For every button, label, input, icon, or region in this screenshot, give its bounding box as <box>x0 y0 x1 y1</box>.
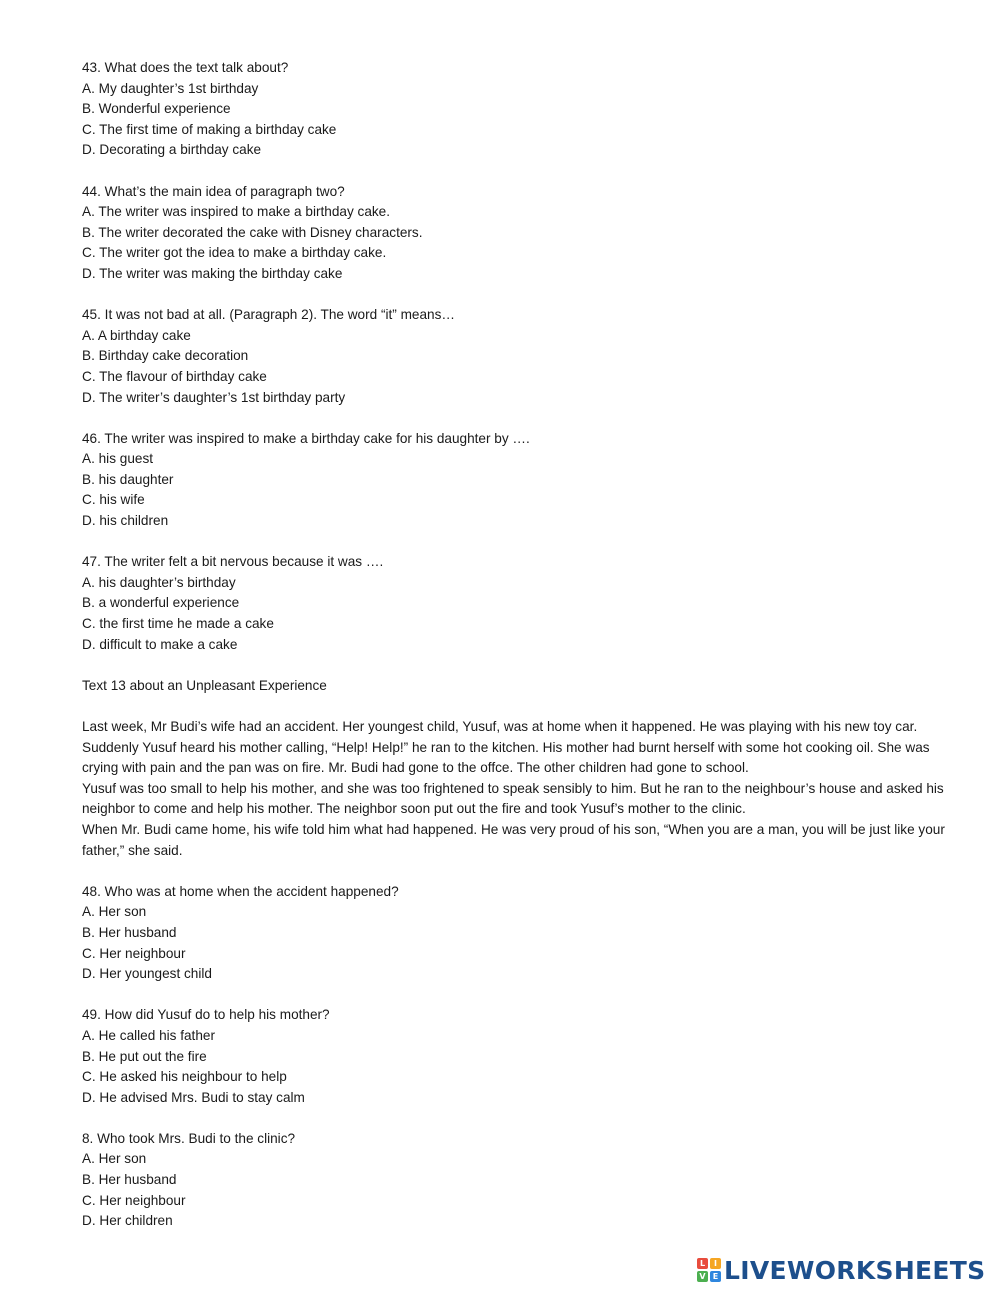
answer-option[interactable]: B. Her husband <box>82 924 177 940</box>
answer-option[interactable]: B. his daughter <box>82 471 174 487</box>
answer-option[interactable]: C. He asked his neighbour to help <box>82 1069 287 1085</box>
answer-option[interactable]: A. The writer was inspired to make a birthday cake. <box>82 204 391 220</box>
question-block-48 <box>82 882 952 985</box>
liveworksheets-logo <box>697 1255 985 1285</box>
passage-paragraph: Yusuf was too small to help his mother, and she was too frightened to speak sensibly to him. But he ran to the neighbour’s house and asked his neighbor to come and help his mother. The neighbor soon put out the fire and took Yusuf’s mother to the clinic. <box>82 780 944 817</box>
question-block-45 <box>82 305 952 408</box>
question-block-49 <box>82 1005 952 1108</box>
answer-option[interactable]: C. Her neighbour <box>82 1192 186 1208</box>
logo-icon <box>697 1258 721 1282</box>
answer-option[interactable]: A. his guest <box>82 451 154 467</box>
logo-block: V <box>697 1271 708 1282</box>
answer-option[interactable]: A. A birthday cake <box>82 327 191 343</box>
answer-option[interactable]: A. My daughter’s 1st birthday <box>82 80 259 96</box>
answer-option[interactable]: C. the first time he made a cake <box>82 616 274 632</box>
question-block-44 <box>82 182 952 285</box>
answer-option[interactable]: D. He advised Mrs. Budi to stay calm <box>82 1089 305 1105</box>
text-heading: Text 13 about an Unpleasant Experience <box>82 677 327 693</box>
answer-option[interactable]: D. The writer was making the birthday cake <box>82 265 343 281</box>
question-text: 8. Who took Mrs. Budi to the clinic? <box>82 1130 296 1146</box>
answer-option[interactable]: D. his children <box>82 513 169 529</box>
answer-option[interactable]: C. The flavour of birthday cake <box>82 368 267 384</box>
answer-option[interactable]: D. Decorating a birthday cake <box>82 142 262 158</box>
answer-option[interactable]: C. his wife <box>82 492 145 508</box>
answer-option[interactable]: A. He called his father <box>82 1027 215 1043</box>
answer-option[interactable]: B. Her husband <box>82 1172 177 1188</box>
question-text: 49. How did Yusuf do to help his mother? <box>82 1007 330 1023</box>
question-block-46 <box>82 429 952 532</box>
answer-option[interactable]: D. Her children <box>82 1213 173 1229</box>
question-text: 48. Who was at home when the accident happened? <box>82 883 399 899</box>
answer-option[interactable]: C. Her neighbour <box>82 945 186 961</box>
answer-option[interactable]: B. Birthday cake decoration <box>82 348 249 364</box>
passage-paragraph: When Mr. Budi came home, his wife told him what had happened. He was very proud of his son, “When you are a man, you will be just like your father,” she said. <box>82 821 945 858</box>
answer-option[interactable]: B. The writer decorated the cake with Disney characters. <box>82 224 423 240</box>
question-block-8 <box>82 1129 952 1232</box>
passage-paragraph: Last week, Mr Budi’s wife had an accident. Her youngest child, Yusuf, was at home when it happened. He was playing with his new toy car. Suddenly Yusuf heard his mother calling, “Help! Help!” he ran to the kitchen. His mother had burnt herself with some hot cooking oil. She was crying with pain and the pan was on fire. Mr. Budi had gone to the offce. The other children had gone to school. <box>82 719 930 776</box>
logo-block: L <box>697 1258 708 1269</box>
question-text: 44. What’s the main idea of paragraph two? <box>82 183 345 199</box>
answer-option[interactable]: C. The first time of making a birthday cake <box>82 121 337 137</box>
answer-option[interactable]: B. Wonderful experience <box>82 101 231 117</box>
answer-option[interactable]: D. difficult to make a cake <box>82 636 238 652</box>
question-text: 47. The writer felt a bit nervous because it was …. <box>82 554 384 570</box>
question-text: 46. The writer was inspired to make a birthday cake for his daughter by …. <box>82 430 530 446</box>
answer-option[interactable]: A. his daughter’s birthday <box>82 574 236 590</box>
answer-option[interactable]: A. Her son <box>82 1151 147 1167</box>
logo-block: I <box>710 1258 721 1269</box>
question-block-47 <box>82 552 952 655</box>
answer-option[interactable]: D. The writer’s daughter’s 1st birthday party <box>82 389 346 405</box>
question-text: 45. It was not bad at all. (Paragraph 2). The word “it” means… <box>82 307 455 323</box>
answer-option[interactable]: B. He put out the fire <box>82 1048 207 1064</box>
answer-option[interactable]: B. a wonderful experience <box>82 595 240 611</box>
question-block-43 <box>82 58 952 161</box>
answer-option[interactable]: D. Her youngest child <box>82 966 212 982</box>
question-text: 43. What does the text talk about? <box>82 60 289 75</box>
logo-block: E <box>710 1271 721 1282</box>
logo-text: LIVEWORKSHEETS <box>724 1255 986 1285</box>
reading-passage <box>82 717 952 861</box>
answer-option[interactable]: A. Her son <box>82 904 147 920</box>
worksheet-page <box>82 58 952 1232</box>
answer-option[interactable]: C. The writer got the idea to make a birthday cake. <box>82 245 387 261</box>
